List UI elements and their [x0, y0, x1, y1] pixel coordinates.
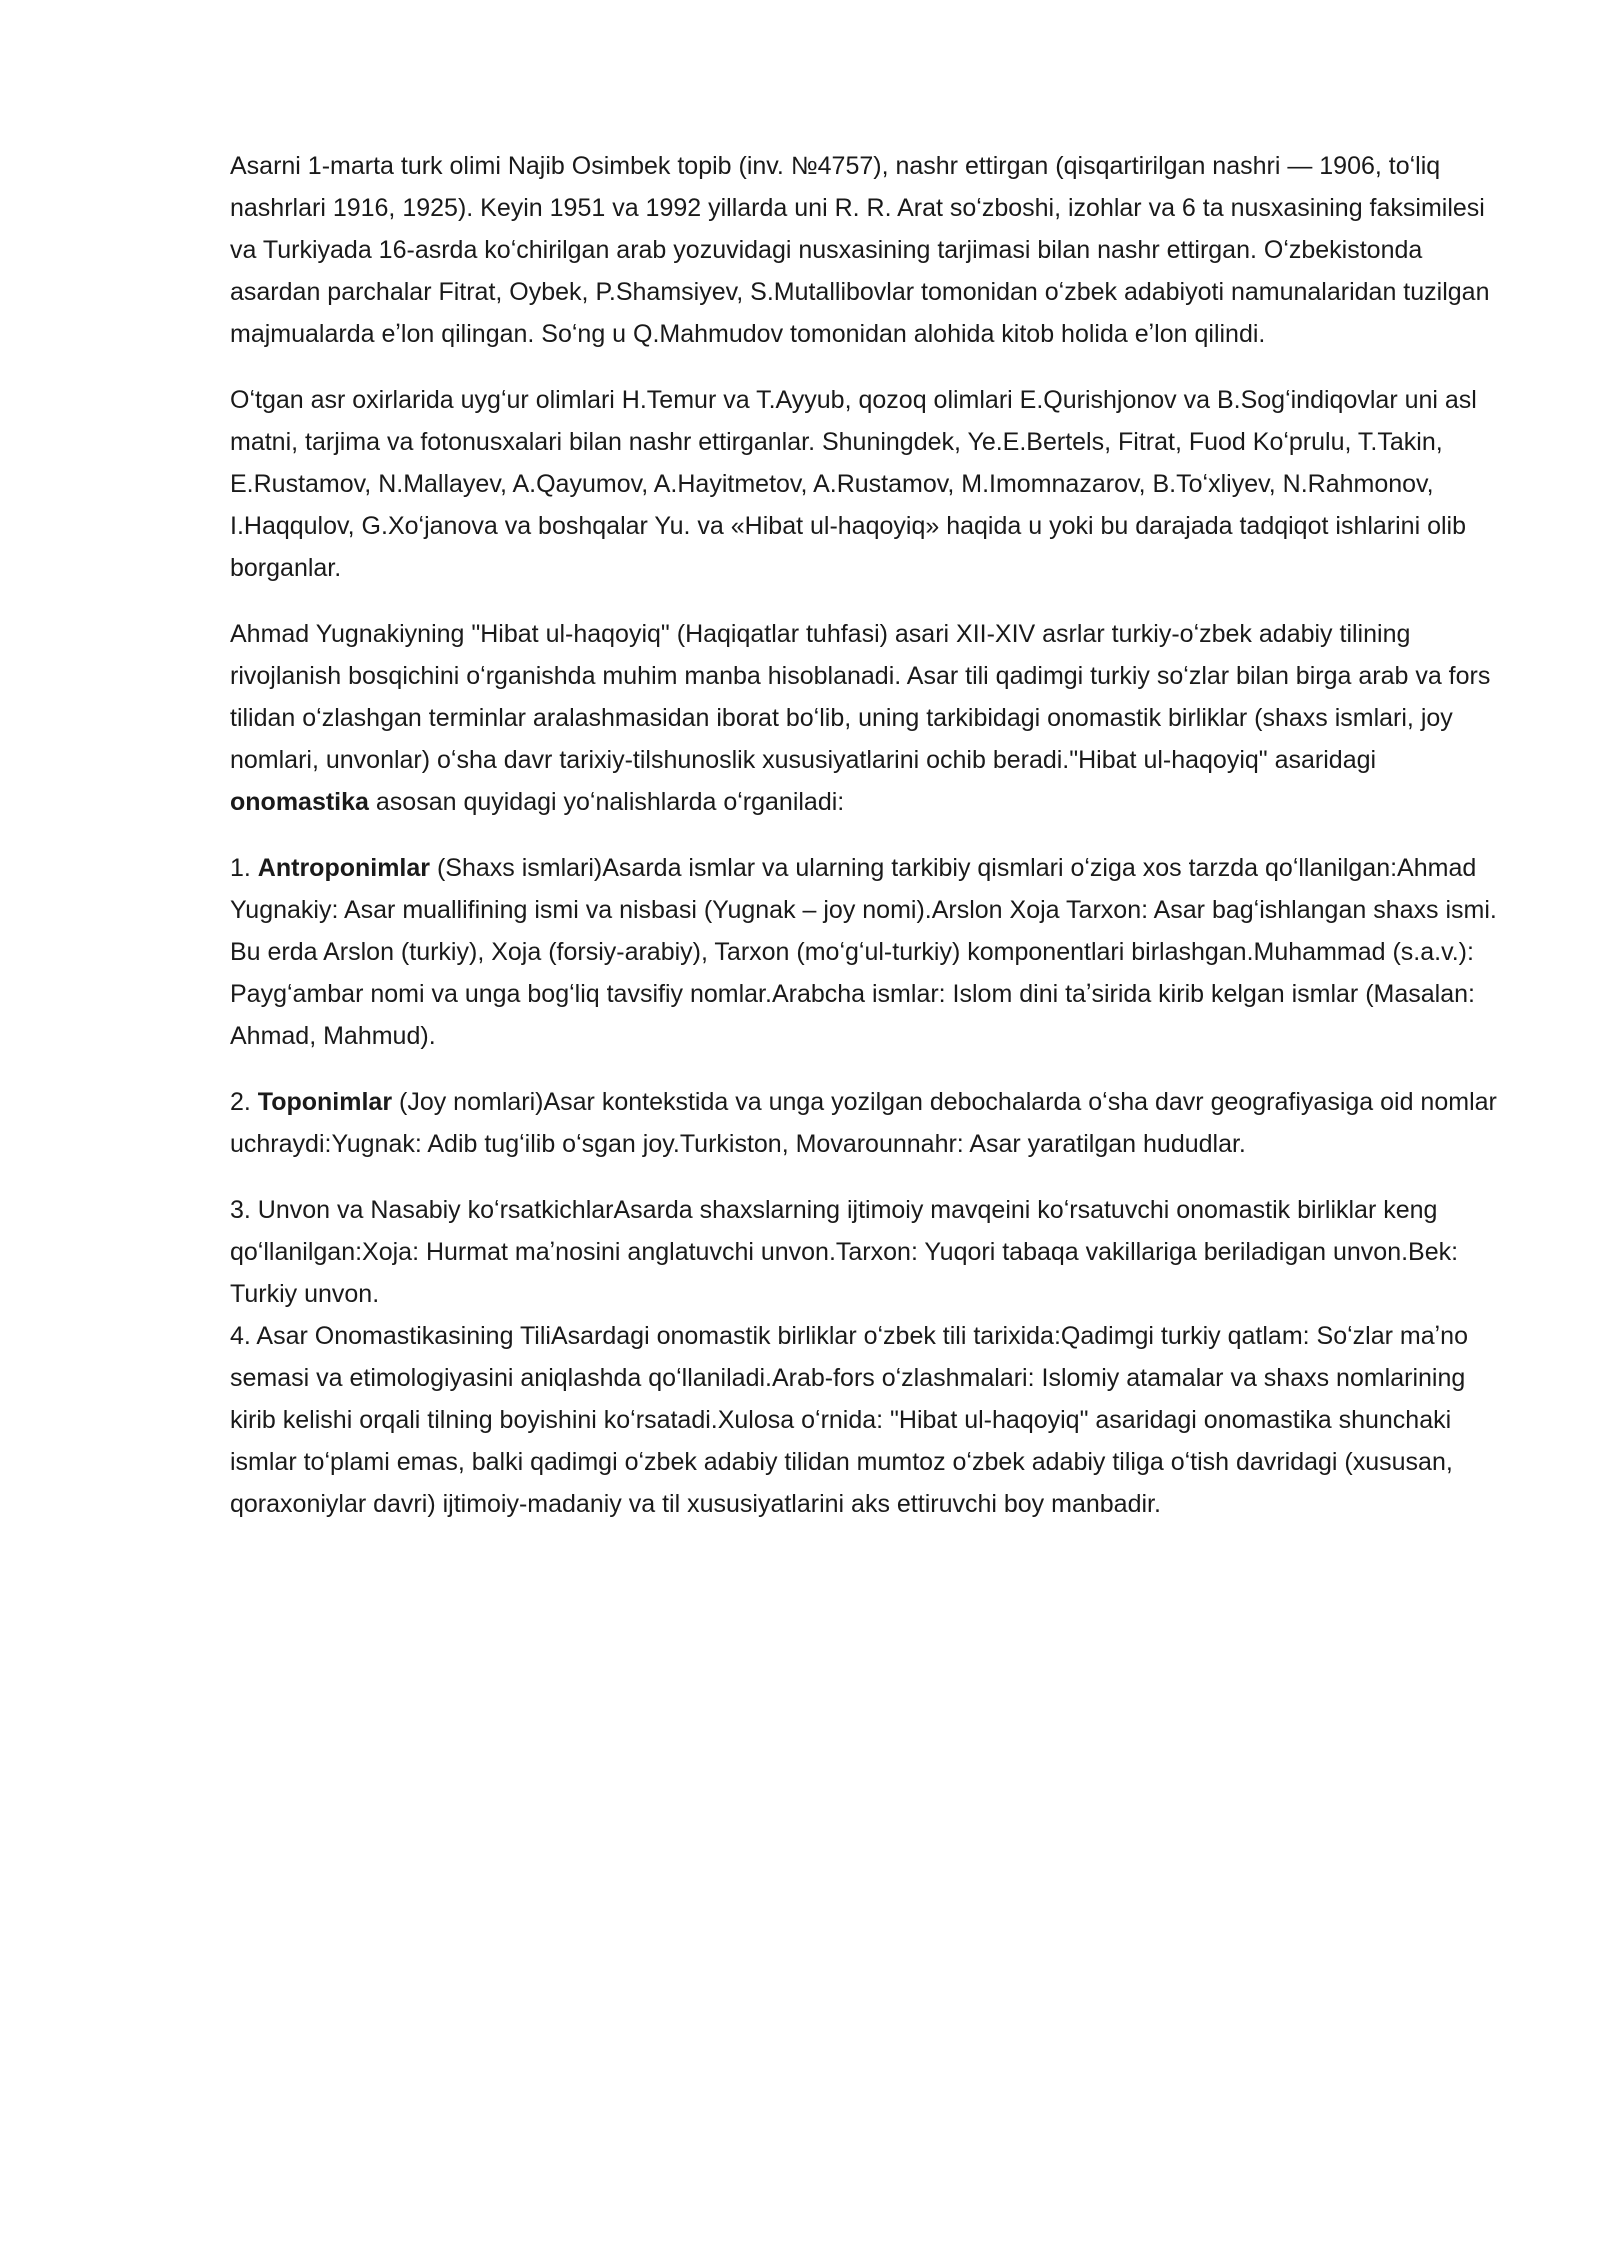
section-number: 1. [230, 854, 258, 882]
paragraph-introduction [230, 613, 1506, 823]
paragraph-text: asosan quyidagi yoʻnalishlarda oʻrganiladi: [368, 788, 845, 816]
section-onomastika-tili [230, 1315, 1506, 1525]
document-body [230, 145, 1506, 1549]
section-number: 2. [230, 1088, 258, 1116]
paragraph-text: Ahmad Yugnakiyning "Hibat ul-haqoyiq" (Haqiqatlar tuhfasi) asari XII-XIV asrlar turkiy-oʻzbek adabiy tilining rivojlanish bosqichini oʻrganishda muhim manba hisoblanadi. Asar tili qadimgi turkiy soʻzlar bilan birga arab va fors tilidan oʻzlashgan terminlar aralashmasidan iborat boʻlib, uning tarkibidagi onomastik birliklar (shaxs ismlari, joy nomlari, unvonlar) oʻsha davr tarixiy-tilshunoslik xususiyatlarini ochib beradi."Hibat ul-haqoyiq" asaridagi [230, 620, 1491, 774]
paragraph-text: Asarni 1-marta turk olimi Najib Osimbek topib (inv. №4757), nashr ettirgan (qisqartirilgan nashri — 1906, toʻliq nashrlari 1916, 1925). Keyin 1951 va 1992 yillarda uni R. R. Arat soʻzboshi, izohlar va 6 ta nusxasining faksimilesi va Turkiyada 16-asrda koʻchirilgan arab yozuvidagi nusxasining tarjimasi bilan nashr ettirgan. Oʻzbekistonda asardan parchalar Fitrat, Oybek, P.Shamsiyev, S.Mutallibovlar tomonidan oʻzbek adabiyoti namunalaridan tuzilgan majmualarda eʼlon qilingan. Soʻng u Q.Mahmudov tomonidan alohida kitob holida eʼlon qilindi. [230, 152, 1490, 348]
section-unvon [230, 1189, 1506, 1315]
section-heading: Toponimlar [257, 1088, 393, 1116]
paragraph-researchers [230, 379, 1506, 589]
section-text: 3. Unvon va Nasabiy koʻrsatkichlarAsarda shaxslarning ijtimoiy mavqeini koʻrsatuvchi onomastik birliklar keng qoʻllanilgan:Xoja: Hurmat maʼnosini anglatuvchi unvon.Tarxon: Yuqori tabaqa vakillariga beriladigan unvon.Bek: Turkiy unvon. [230, 1196, 1459, 1308]
paragraph-publication-history [230, 145, 1506, 355]
section-heading: Antroponimlar [257, 854, 431, 882]
section-toponimlar [230, 1081, 1506, 1165]
paragraph-text: Oʻtgan asr oxirlarida uygʻur olimlari H.Temur va T.Ayyub, qozoq olimlari E.Qurishjonov va B.Sogʻindiqovlar uni asl matni, tarjima va fotonusxalari bilan nashr ettirganlar. Shuningdek, Ye.E.Bertels, Fitrat, Fuod Koʻprulu, T.Takin, E.Rustamov, N.Mallayev, A.Qayumov, A.Hayitmetov, A.Rustamov, M.Imomnazarov, B.Toʻxliyev, N.Rahmonov, I.Haqqulov, G.Xoʻjanova va boshqalar Yu. va «Hibat ul-haqoyiq» haqida u yoki bu darajada tadqiqot ishlarini olib borganlar. [230, 386, 1477, 582]
bold-term-onomastika: onomastika [230, 788, 369, 816]
section-text: 4. Asar Onomastikasining TiliAsardagi onomastik birliklar oʻzbek tili tarixida:Qadimgi turkiy qatlam: Soʻzlar maʼno semasi va etimologiyasini aniqlashda qoʻllaniladi.Arab-fors oʻzlashmalari: Islomiy atamalar va shaxs nomlarining kirib kelishi orqali tilning boyishini koʻrsatadi.Xulosa oʻrnida: "Hibat ul-haqoyiq" asaridagi onomastika shunchaki ismlar toʻplami emas, balki qadimgi oʻzbek adabiy tilidan mumtoz oʻzbek adabiy tiliga oʻtish davridagi (xususan, qoraxoniylar davri) ijtimoiy-madaniy va til xususiyatlarini aks ettiruvchi boy manbadir. [230, 1322, 1468, 1518]
section-antroponimlar [230, 847, 1506, 1057]
section-text: (Shaxs ismlari)Asarda ismlar va ularning tarkibiy qismlari oʻziga xos tarzda qoʻllanilgan:Ahmad Yugnakiy: Asar muallifining ismi va nisbasi (Yugnak – joy nomi).Arslon Xoja Tarxon: Asar bagʻishlangan shaxs ismi. Bu erda Arslon (turkiy), Xoja (forsiy-arabiy), Tarxon (moʻgʻul-turkiy) komponentlari birlashgan.Muhammad (s.a.v.): Paygʻambar nomi va unga bogʻliq tavsifiy nomlar.Arabcha ismlar: Islom dini taʼsirida kirib kelgan ismlar (Masalan: Ahmad, Mahmud). [230, 854, 1497, 1050]
section-text: (Joy nomlari)Asar kontekstida va unga yozilgan debochalarda oʻsha davr geografiyasiga oid nomlar uchraydi:Yugnak: Adib tugʻilib oʻsgan joy.Turkiston, Movarounnahr: Asar yaratilgan hududlar. [230, 1088, 1497, 1158]
